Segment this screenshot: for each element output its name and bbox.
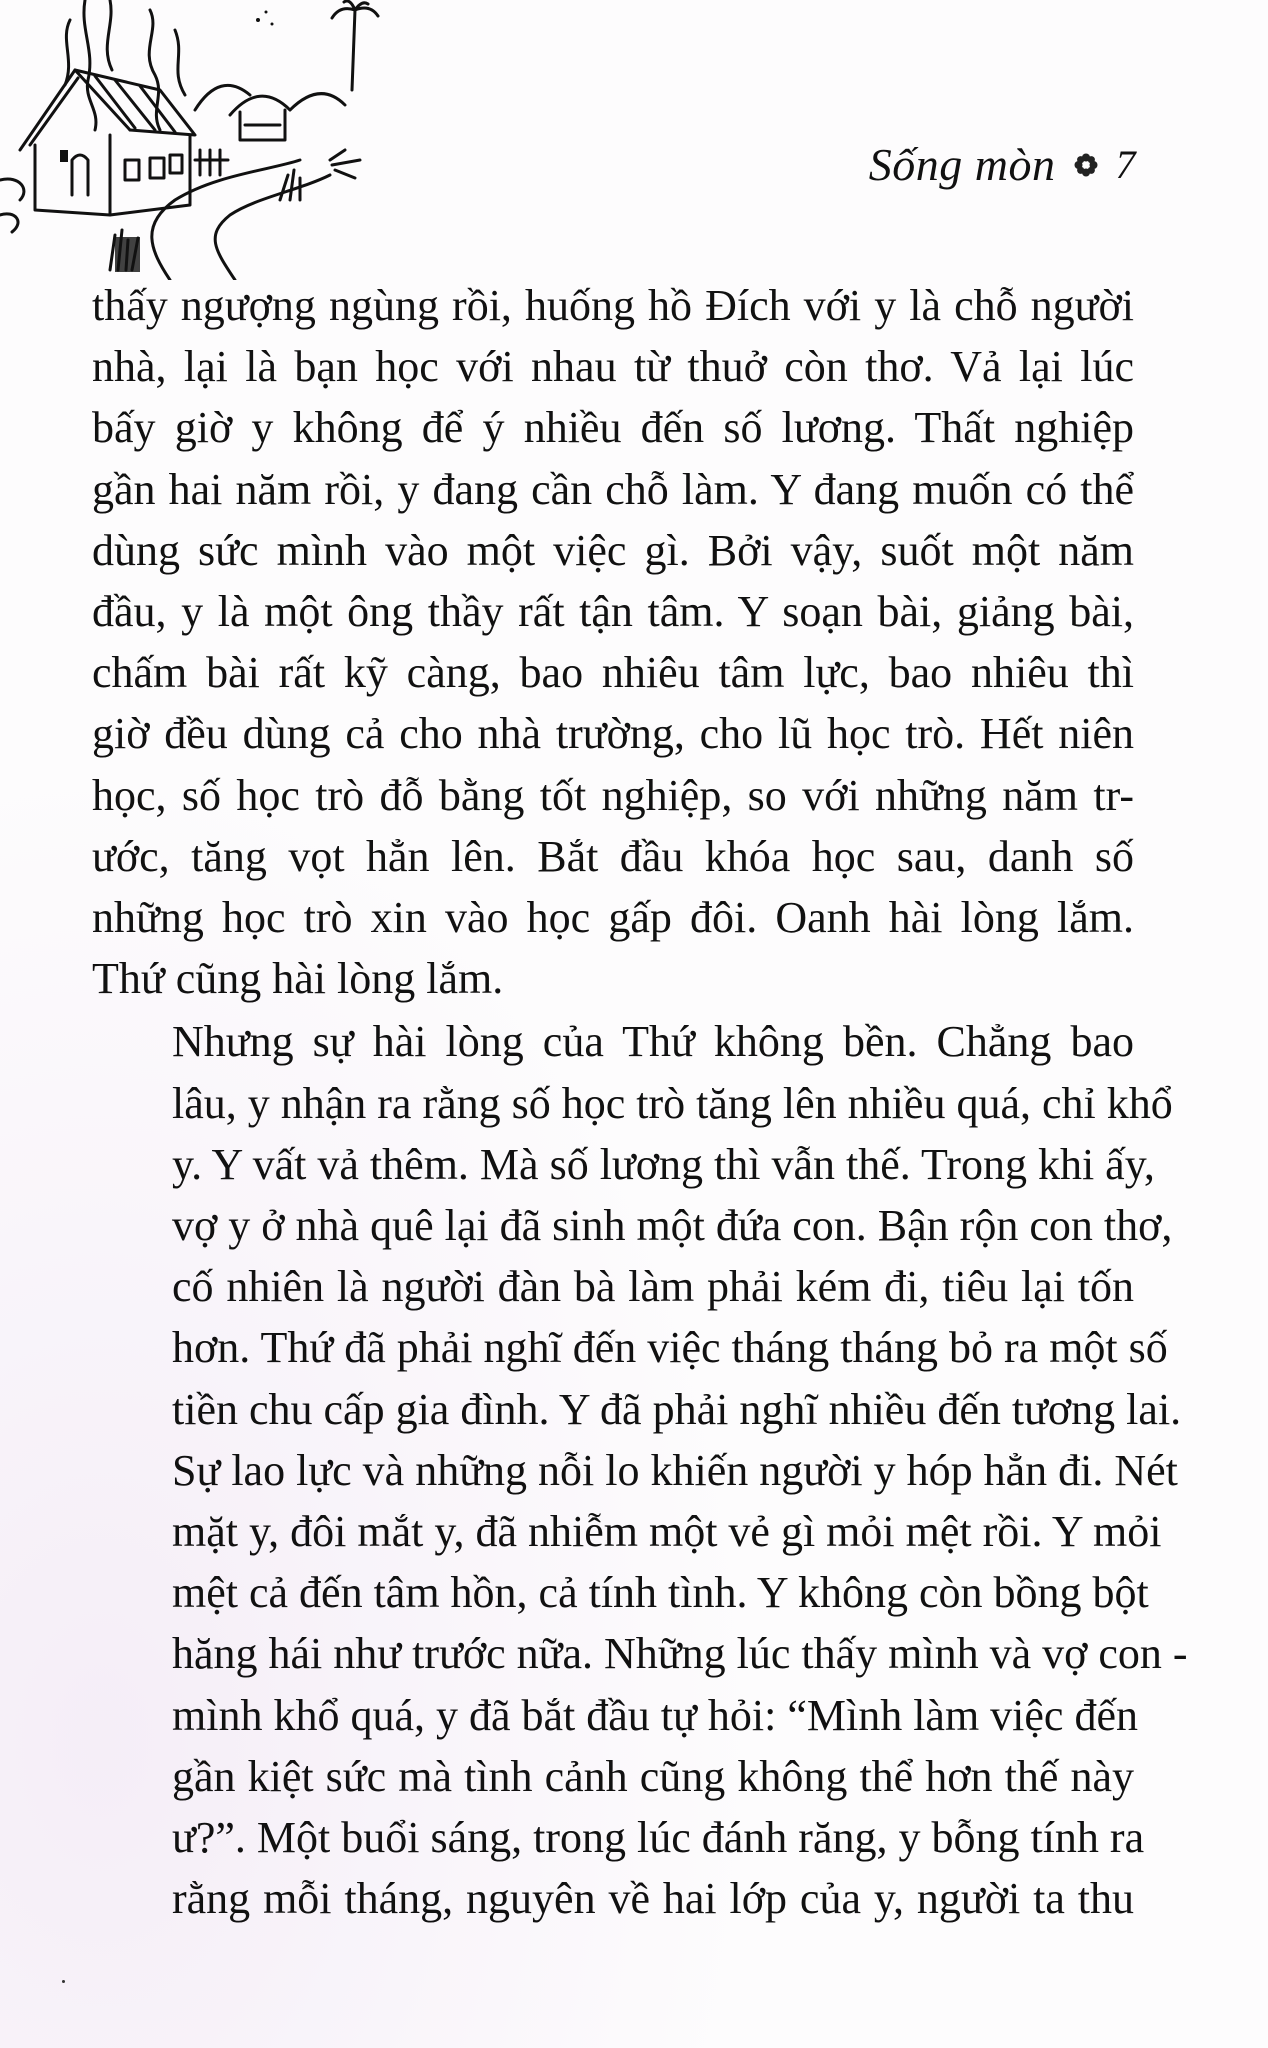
book-title: Sống mòn — [868, 139, 1056, 190]
text-line: hăng hái như trước nữa. Những lúc thấy mình và vợ con - — [172, 1629, 1188, 1679]
text-line: bấy giờ y không để ý nhiều đến số lương. Thất nghiệp — [92, 403, 1134, 453]
flower-ornament-icon — [1074, 153, 1098, 177]
text-line: ước, tăng vọt hẳn lên. Bắt đầu khóa học sau, danh số — [92, 831, 1134, 881]
text-line: gần hai năm rồi, y đang cần chỗ làm. Y đang muốn có thể — [92, 464, 1134, 514]
text-line: học, số học trò đỗ bằng tốt nghiệp, so với những năm tr- — [92, 770, 1134, 820]
text-line: giờ đều dùng cả cho nhà trường, cho lũ học trò. Hết niên — [92, 709, 1134, 759]
text-line: rằng mỗi tháng, nguyên về hai lớp của y, người ta thu — [172, 1874, 1134, 1924]
text-line: tiền chu cấp gia đình. Y đã phải nghĩ nhiều đến tương lai. — [172, 1384, 1182, 1434]
paragraph-1 — [92, 275, 1134, 1009]
text-line: cố nhiên là người đàn bà làm phải kém đi, tiêu lại tốn — [172, 1262, 1134, 1312]
text-line: hơn. Thứ đã phải nghĩ đến việc tháng tháng bỏ ra một số — [172, 1323, 1168, 1373]
text-line: mệt cả đến tâm hồn, cả tính tình. Y không còn bồng bột — [172, 1568, 1149, 1618]
page-number: 7 — [1115, 142, 1136, 187]
text-line: mình khổ quá, y đã bắt đầu tự hỏi: “Mình làm việc đến — [172, 1690, 1138, 1740]
text-line: chấm bài rất kỹ càng, bao nhiêu tâm lực, bao nhiêu thì — [92, 648, 1134, 698]
text-line: dùng sức mình vào một việc gì. Bởi vậy, suốt một năm — [92, 525, 1134, 575]
text-line: Sự lao lực và những nỗi lo khiến người y hóp hẳn đi. Nét — [172, 1445, 1178, 1495]
text-line: y. Y vất vả thêm. Mà số lương thì vẫn thế. Trong khi ấy, — [172, 1139, 1155, 1189]
text-line: lâu, y nhận ra rằng số học trò tăng lên nhiều quá, chỉ khổ — [172, 1078, 1173, 1128]
running-head — [869, 138, 1136, 191]
text-line: Thứ cũng hài lòng lắm. — [92, 954, 504, 1004]
text-line: ư?”. Một buổi sáng, trong lúc đánh răng, y bỗng tính ra — [172, 1813, 1145, 1863]
text-line: thấy ngượng ngùng rồi, huống hồ Đích với y là chỗ người — [92, 281, 1134, 330]
text-line: nhà, lại là bạn học với nhau từ thuở còn thơ. Vả lại lúc — [92, 342, 1134, 392]
paper-speck — [62, 1980, 65, 1983]
text-line: mặt y, đôi mắt y, đã nhiễm một vẻ gì mỏi mệt rồi. Y mỏi — [172, 1507, 1162, 1557]
text-line: gần kiệt sức mà tình cảnh cũng không thể hơn thế này — [172, 1751, 1134, 1801]
paragraph-2 — [92, 1011, 1188, 1929]
text-line: những học trò xin vào học gấp đôi. Oanh hài lòng lắm. — [92, 893, 1134, 943]
text-line: vợ y ở nhà quê lại đã sinh một đứa con. Bận rộn con thơ, — [172, 1201, 1173, 1251]
text-line: đầu, y là một ông thầy rất tận tâm. Y soạn bài, giảng bài, — [92, 587, 1134, 637]
village-house-illustration — [0, 0, 390, 280]
text-line: Nhưng sự hài lòng của Thứ không bền. Chẳng bao — [172, 1017, 1134, 1067]
body-text — [92, 275, 1188, 1929]
